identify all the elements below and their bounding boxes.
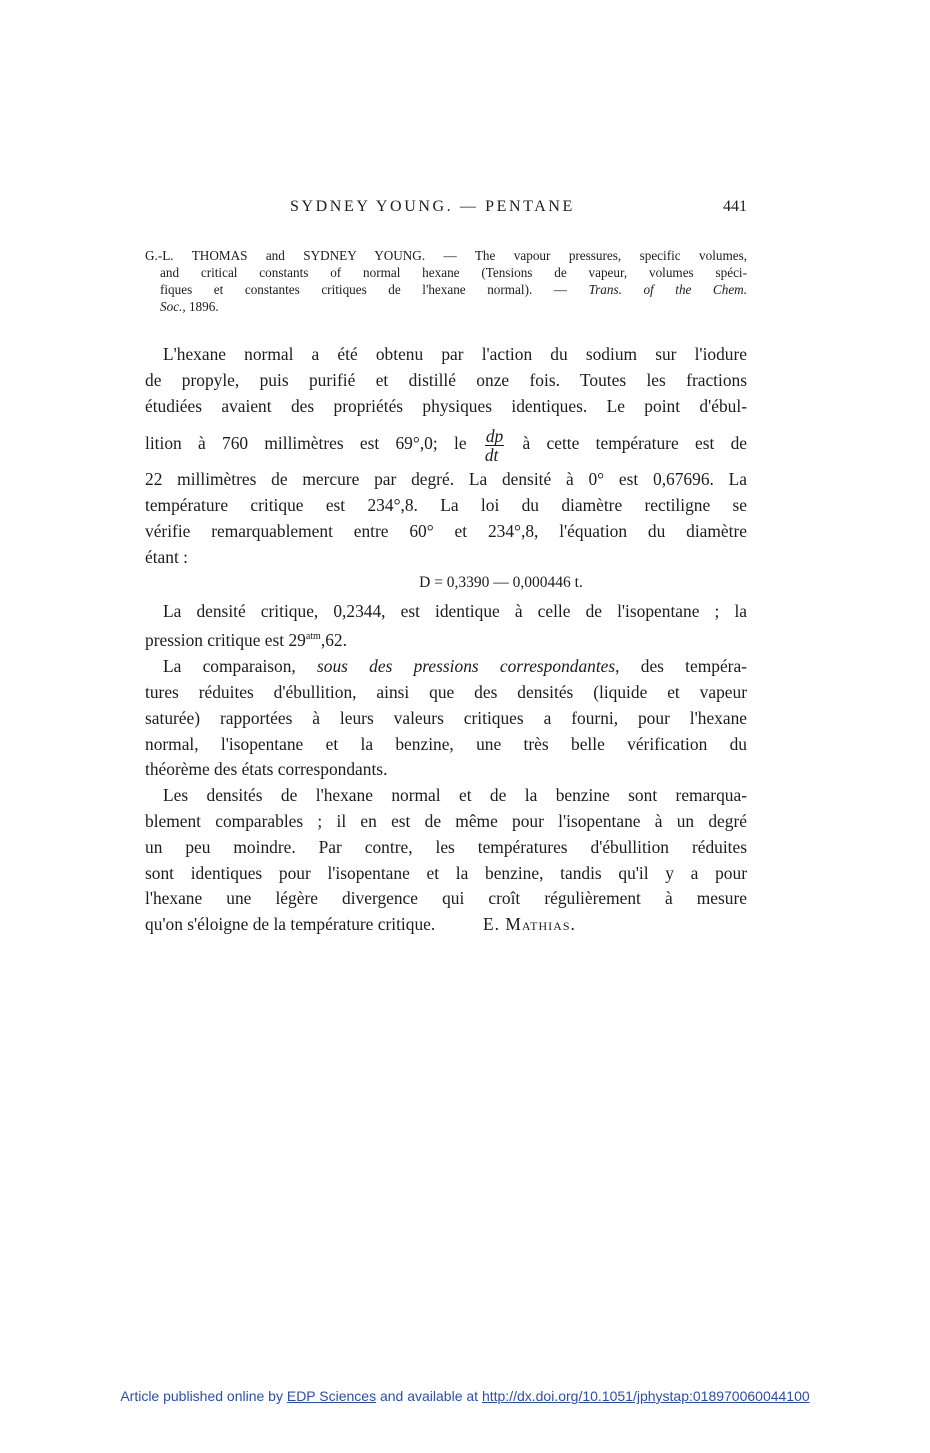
text-segment: , des tempéra- [615,656,747,677]
fraction-dp-dt [485,427,504,464]
running-title: SYDNEY YOUNG. — PENTANE [290,198,575,215]
text-line-with-fraction [145,419,747,467]
text-line: blement comparables ; il en est de même pour l'isopentane à un degré [145,810,747,831]
doi-link[interactable]: http://dx.doi.org/10.1051/jphystap:018970060044100 [481,1388,810,1404]
bibliographic-reference [145,247,747,315]
page-number: 441 [723,198,747,215]
text-line: étudiées avaient des propriétés physiques identiques. Le point d'ébul- [145,395,747,416]
text-line: un peu moindre. Par contre, les températures d'ébullition réduites [145,836,747,857]
diameter-equation: D = 0,3390 — 0,000446 t. [419,573,583,591]
text-segment: lition à 760 millimètres est 69°,0; le [145,433,467,454]
text-line: saturée) rapportées à leurs valeurs critiques a fourni, pour l'hexane [145,707,747,728]
text-line: La densité critique, 0,2344, est identique à celle de l'isopentane ; la [163,600,747,621]
publisher-link[interactable]: EDP Sciences [286,1388,377,1404]
text-line: Les densités de l'hexane normal et de la benzine sont remarqua- [163,785,747,806]
reference-text: fiques et constantes critiques de l'hexane normal). — [160,282,567,297]
text-line: étant : [145,546,188,567]
text-line: de propyle, puis purifié et distillé onze fois. Toutes les fractions [145,369,747,390]
running-head [145,198,747,220]
fraction-denominator: dt [484,444,499,465]
text-line [145,912,747,938]
text-line: L'hexane normal a été obtenu par l'action du sodium sur l'iodure [163,344,747,364]
publication-footer [0,1388,930,1404]
reference-line: and critical constants of normal hexane (Tensions de vapeur, volumes spéci- [160,265,747,280]
text-line: théorème des états correspondants. [145,759,388,780]
text-line [145,624,747,654]
text-segment: ,62. [320,630,347,651]
text-line [145,654,747,680]
text-segment: La comparaison, [163,656,296,677]
footer-text: and available at [379,1388,479,1404]
journal-title: Trans. of the Chem. [588,282,747,297]
reference-line [145,298,747,315]
text-line: normal, l'isopentane et la benzine, une très belle vérification du [145,733,747,754]
text-line: 22 millimètres de mercure par degré. La densité à 0° est 0,67696. La [145,469,747,490]
author-signature: E. Mathias. [483,914,576,935]
fraction-numerator: dp [485,425,504,446]
text-line: tures réduites d'ébullition, ainsi que des densités (liquide et vapeur [145,681,747,702]
reference-line [145,281,747,298]
reference-year: , 1896. [182,299,219,314]
superscript-atm: atm [305,631,321,643]
journal-abbrev: Soc. [160,299,183,314]
text-segment: à cette température est de [522,433,747,454]
reference-line: G.-L. THOMAS and SYDNEY YOUNG. — The vapour pressures, specific volumes, [145,248,747,263]
text-segment: pression critique est 29 [145,630,306,651]
text-line: vérifie remarquablement entre 60° et 234°,8, l'équation du diamètre [145,520,747,541]
text-line: température critique est 234°,8. La loi du diamètre rectiligne se [145,495,747,516]
text-segment: qu'on s'éloigne de la température critique. [145,914,436,935]
text-line: sont identiques pour l'isopentane et la benzine, tandis qu'il y a pour [145,862,747,883]
italic-phrase: sous des pressions correspondantes [317,656,616,677]
text-line: l'hexane une légère divergence qui croît régulièrement à mesure [145,888,747,909]
article-body [145,342,747,938]
footer-text: Article published online by [120,1388,283,1404]
